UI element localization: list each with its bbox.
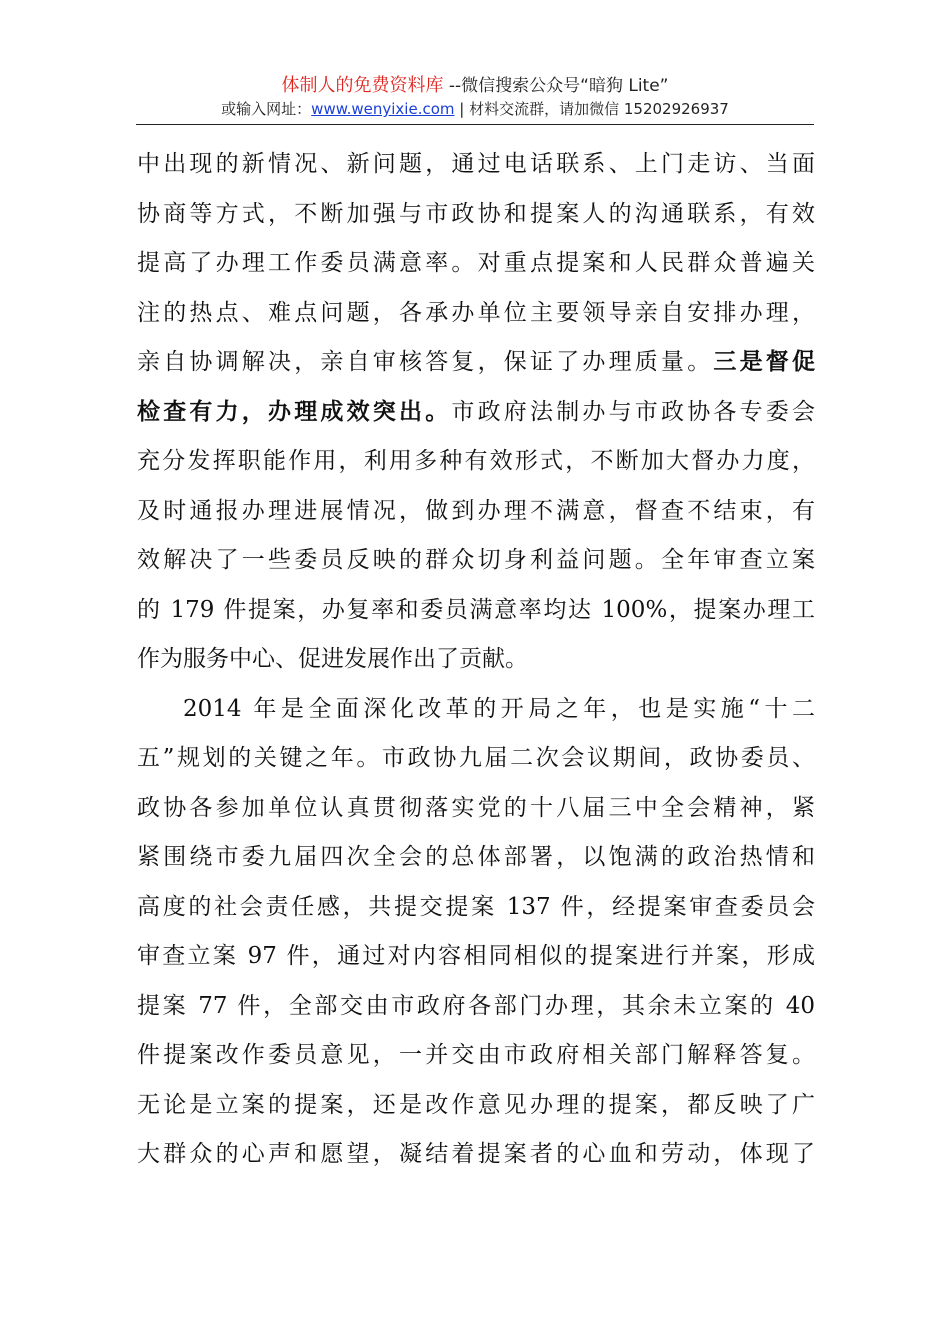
text-line: 充分发挥职能作用，利用多种有效形式，不断加大督办力度，: [137, 448, 815, 474]
text-line: 协商等方式，不断加强与市政协和提案人的沟通联系，有效: [137, 200, 815, 227]
header-tagline: --微信搜索公众号“暗狗 Lite”: [443, 76, 669, 96]
text-line: 效解决了一些委员反映的群众切身利益问题。全年审查立案: [137, 547, 815, 573]
text-line: 的 179 件提案，办复率和委员满意率均达 100%，提案办理工: [137, 596, 815, 623]
document-body: [137, 140, 815, 1180]
header-url-prefix: 或输入网址：: [221, 100, 312, 118]
text-line: 提高了办理工作委员满意率。对重点提案和人民群众普遍关: [137, 250, 815, 276]
text-line: 无论是立案的提案，还是改作意见办理的提案，都反映了广: [137, 1091, 815, 1118]
text-line: 作为服务中心、促进发展作出了贡献。: [137, 646, 528, 672]
page-header: [136, 74, 814, 120]
header-contact-line: [136, 98, 814, 120]
text-line: 中出现的新情况、新问题，通过电话联系、上门走访、当面: [137, 151, 815, 177]
header-brand: 体制人的免费资料库: [281, 75, 444, 96]
text-line: 及时通报办理进展情况，做到办理不满意，督查不结束，有: [137, 497, 815, 524]
text-segment: 市政府法制办与市政协各专委会: [451, 398, 815, 425]
text-line: 件提案改作委员意见，一并交由市政府相关部门解释答复。: [137, 1042, 815, 1068]
header-divider: [136, 124, 814, 125]
text-line: 2014 年是全面深化改革的开局之年，也是实施“十二: [183, 695, 815, 722]
text-line: 大群众的心声和愿望，凝结着提案者的心血和劳动，体现了: [137, 1141, 815, 1167]
text-line: [137, 388, 815, 438]
text-line: [137, 338, 815, 388]
header-contact: | 材料交流群，请加微信 15202926937: [454, 100, 729, 118]
bold-heading: 检查有力，办理成效突出。: [137, 398, 452, 425]
text-segment: 亲自协调解决，亲自审核答复，保证了办理质量。: [137, 349, 714, 375]
bold-heading: 三是督促: [713, 349, 815, 375]
text-line: 政协各参加单位认真贯彻落实党的十八届三中全会精神，紧: [137, 794, 815, 821]
header-url-link[interactable]: www.wenyixie.com: [311, 100, 455, 118]
text-line: 五”规划的关键之年。市政协九届二次会议期间，政协委员、: [137, 745, 815, 771]
text-line: 高度的社会责任感，共提交提案 137 件，经提案审查委员会: [137, 893, 815, 920]
header-title-line: [136, 74, 814, 98]
text-line: 审查立案 97 件，通过对内容相同相似的提案进行并案，形成: [137, 943, 815, 969]
text-line: 提案 77 件，全部交由市政府各部门办理，其余未立案的 40: [137, 992, 815, 1019]
text-line: 紧围绕市委九届四次全会的总体部署，以饱满的政治热情和: [137, 844, 815, 870]
text-line: 注的热点、难点问题，各承办单位主要领导亲自安排办理，: [137, 299, 815, 326]
